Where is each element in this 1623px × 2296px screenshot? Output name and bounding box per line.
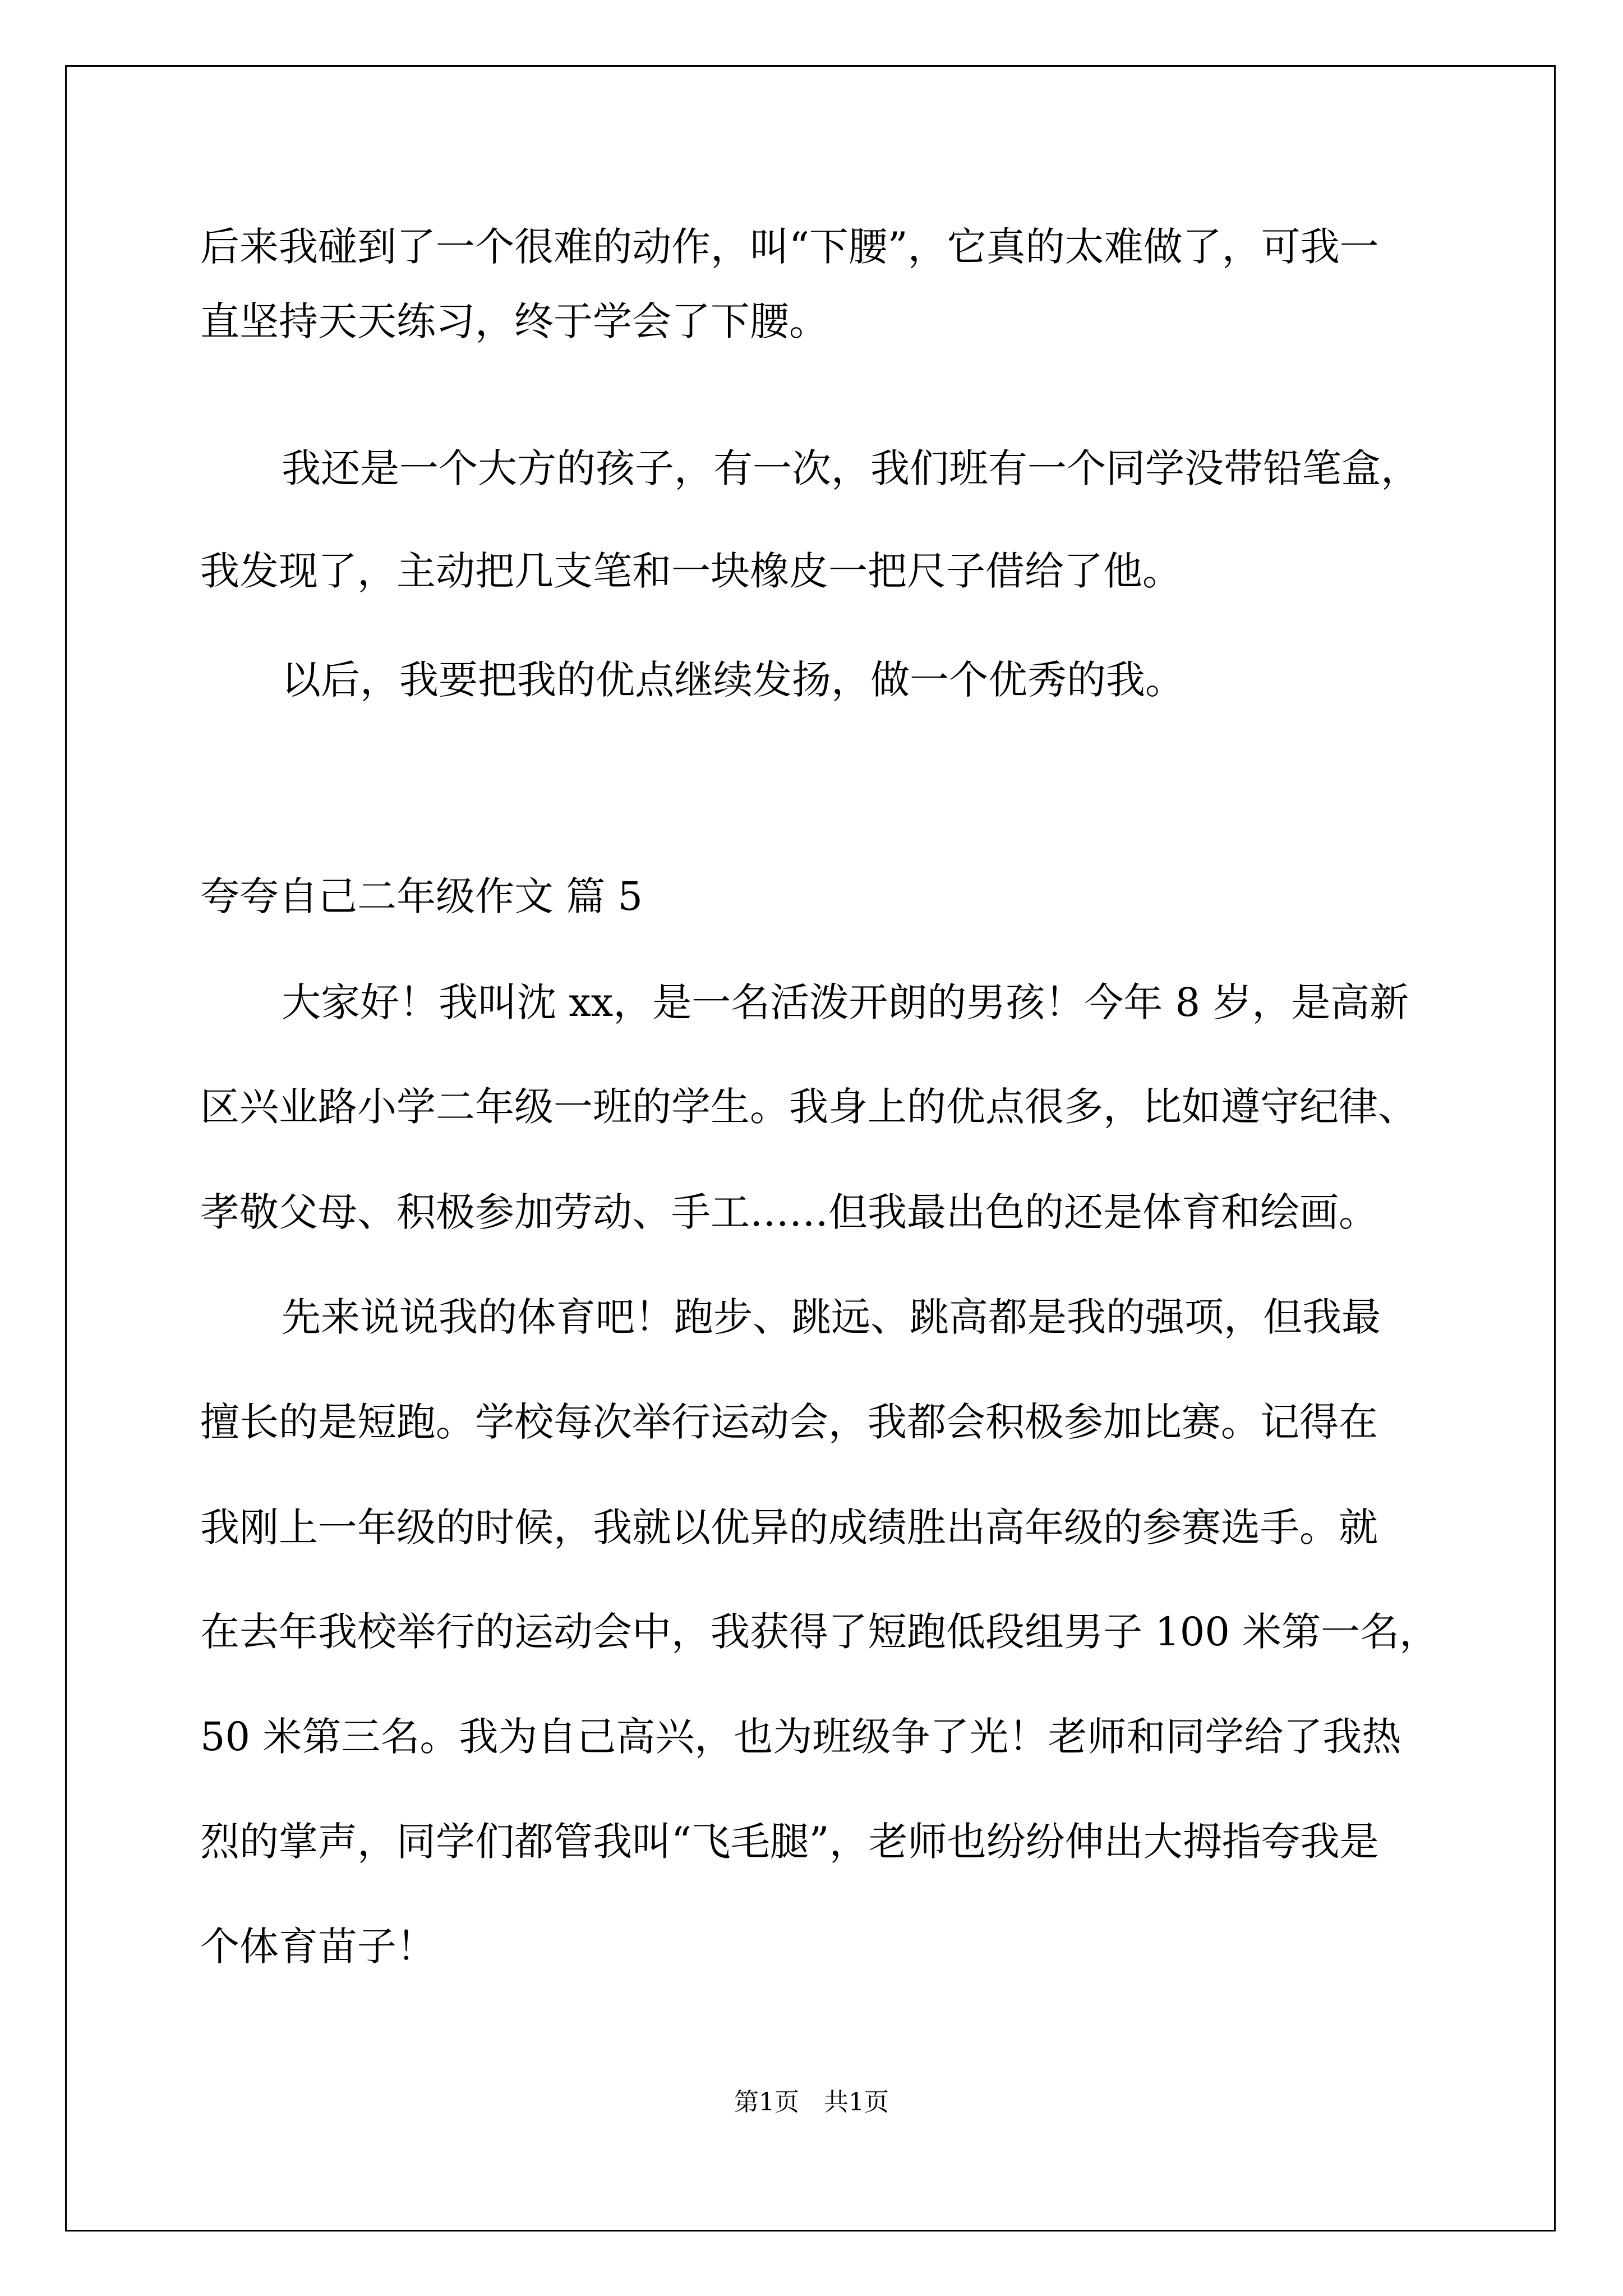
text-line: 在去年我校举行的运动会中，我获得了短跑低段组男子 100 米第一名， [200,1609,1439,1655]
text-line: 后来我碰到了一个很难的动作，叫“下腰”，它真的太难做了，可我一 [200,224,1379,270]
text-line: 大家好！我叫沈 xx，是一名活泼开朗的男孩！今年 8 岁，是高新 [282,979,1409,1025]
text-line: 以后，我要把我的优点继续发扬，做一个优秀的我。 [282,657,1184,703]
page-border [65,65,1556,2231]
text-line: 烈的掌声，同学们都管我叫“飞毛腿”，老师也纷纷伸出大拇指夸我是 [200,1819,1379,1865]
text-line: 个体育苗子！ [200,1924,436,1970]
page-footer: 第1页 共1页 [734,2088,889,2116]
text-line: 我还是一个大方的孩子，有一次，我们班有一个同学没带铅笔盒， [282,445,1420,491]
text-line: 擅长的是短跑。学校每次举行运动会，我都会积极参加比赛。记得在 [200,1399,1378,1445]
text-line: 孝敬父母、积极参加劳动、手工……但我最出色的还是体育和绘画。 [200,1189,1378,1235]
text-line: 先来说说我的体育吧！跑步、跳远、跳高都是我的强项，但我最 [282,1294,1381,1340]
text-line: 我刚上一年级的时候，我就以优异的成绩胜出高年级的参赛选手。就 [200,1504,1378,1550]
text-line: 我发现了，主动把几支笔和一块橡皮一把尺子借给了他。 [200,548,1182,594]
text-line: 区兴业路小学二年级一班的学生。我身上的优点很多，比如遵守纪律、 [200,1084,1417,1130]
text-line: 50 米第三名。我为自己高兴，也为班级争了光！老师和同学给了我热 [200,1714,1401,1760]
text-line: 直坚持天天练习，终于学会了下腰。 [200,298,828,344]
section-heading: 夸夸自己二年级作文 篇 5 [200,873,643,919]
